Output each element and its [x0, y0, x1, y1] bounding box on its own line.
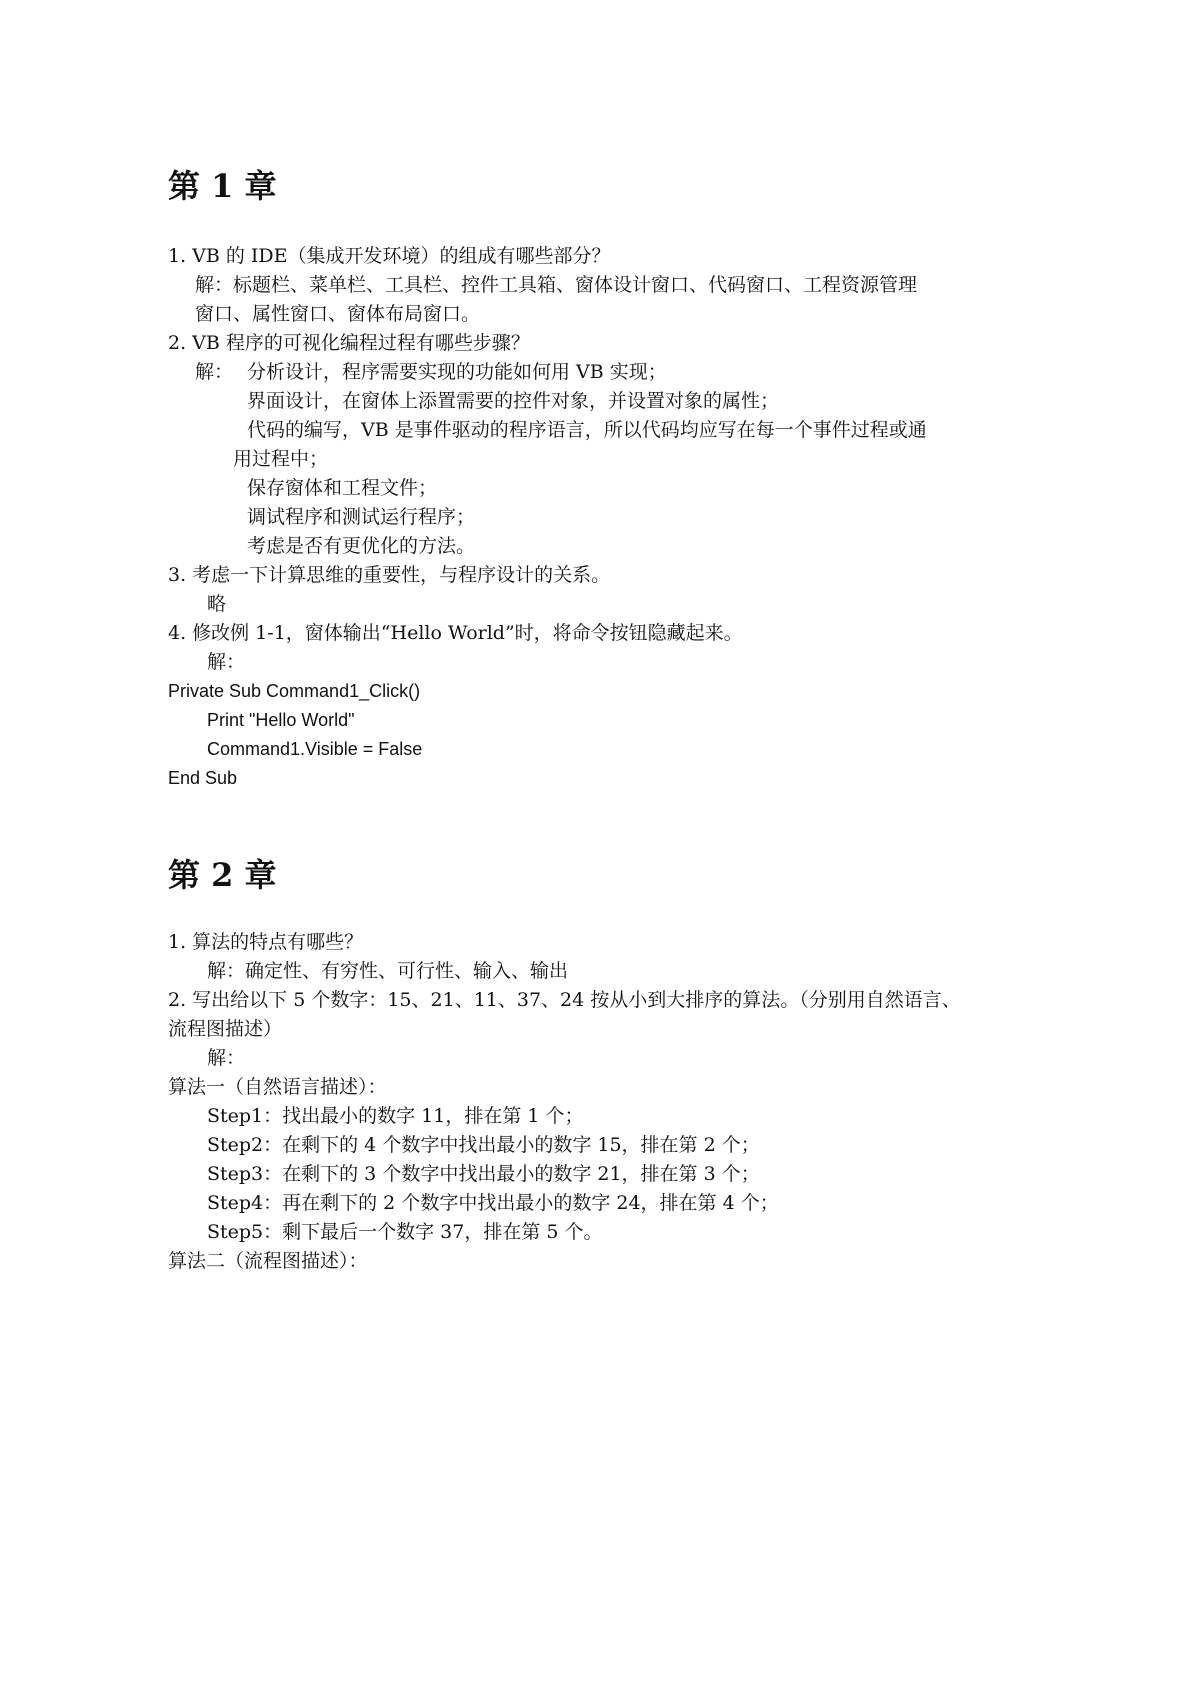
ch2-answer-1: 解：确定性、有穷性、可行性、输入、输出: [207, 960, 569, 982]
ch1-answer-1-line-2: 窗口、属性窗口、窗体布局窗口。: [195, 303, 481, 325]
ch2-question-1: 1. 算法的特点有哪些？: [168, 931, 364, 953]
ch1-question-1: 1. VB 的 IDE（集成开发环境）的组成有哪些部分？: [168, 245, 611, 267]
chapter-1-heading: 第 1 章: [168, 167, 277, 205]
ch1-question-2: 2. VB 程序的可视化编程过程有哪些步骤？: [168, 332, 530, 354]
ch1-answer-2-step: 考虑是否有更优化的方法。: [247, 535, 476, 557]
ch1-answer-2-step: 代码的编写，VB 是事件驱动的程序语言，所以代码均应写在每一个事件过程或通: [247, 419, 927, 441]
ch1-answer-2-step: 用过程中；: [233, 448, 329, 470]
ch1-answer-2-step: 保存窗体和工程文件；: [247, 477, 438, 499]
algorithm-1-step: Step3：在剩下的 3 个数字中找出最小的数字 21，排在第 3 个；: [207, 1163, 760, 1185]
ch1-answer-3: 略: [207, 593, 227, 615]
ch1-answer-2-step: 调试程序和测试运行程序；: [247, 506, 476, 528]
ch1-answer-4-label: 解：: [207, 651, 246, 673]
code-line: Command1.Visible = False: [207, 739, 423, 759]
code-line: Private Sub Command1_Click(): [168, 681, 421, 701]
algorithm-1-step: Step2：在剩下的 4 个数字中找出最小的数字 15，排在第 2 个；: [207, 1134, 760, 1156]
ch1-answer-1-line-1: 解：标题栏、菜单栏、工具栏、控件工具箱、窗体设计窗口、代码窗口、工程资源管理: [195, 274, 918, 296]
chapter-2-heading: 第 2 章: [168, 856, 277, 894]
ch1-answer-2-step: 分析设计，程序需要实现的功能如何用 VB 实现；: [247, 361, 667, 383]
algorithm-1-title: 算法一（自然语言描述）：: [168, 1076, 387, 1098]
ch2-question-2-line-1: 2. 写出给以下 5 个数字：15、21、11、37、24 按从小到大排序的算法。（分别用自然语言、: [168, 989, 961, 1011]
ch1-question-3: 3. 考虑一下计算思维的重要性，与程序设计的关系。: [168, 564, 611, 586]
ch1-answer-2-label: 解：: [195, 361, 234, 383]
algorithm-1-step: Step4：再在剩下的 2 个数字中找出最小的数字 24，排在第 4 个；: [207, 1192, 779, 1214]
algorithm-2-title: 算法二（流程图描述）：: [168, 1250, 368, 1272]
ch1-question-4: 4. 修改例 1-1，窗体输出“Hello World”时，将命令按钮隐藏起来。: [168, 622, 743, 644]
ch1-answer-2-step: 界面设计，在窗体上添置需要的控件对象，并设置对象的属性；: [247, 390, 780, 412]
code-line: End Sub: [168, 768, 238, 788]
algorithm-1-step: Step5：剩下最后一个数字 37，排在第 5 个。: [207, 1221, 603, 1243]
code-line: Print "Hello World": [207, 710, 355, 730]
algorithm-1-step: Step1：找出最小的数字 11，排在第 1 个；: [207, 1105, 584, 1127]
ch2-answer-2-label: 解：: [207, 1047, 246, 1069]
ch2-question-2-line-2: 流程图描述）: [168, 1018, 283, 1040]
